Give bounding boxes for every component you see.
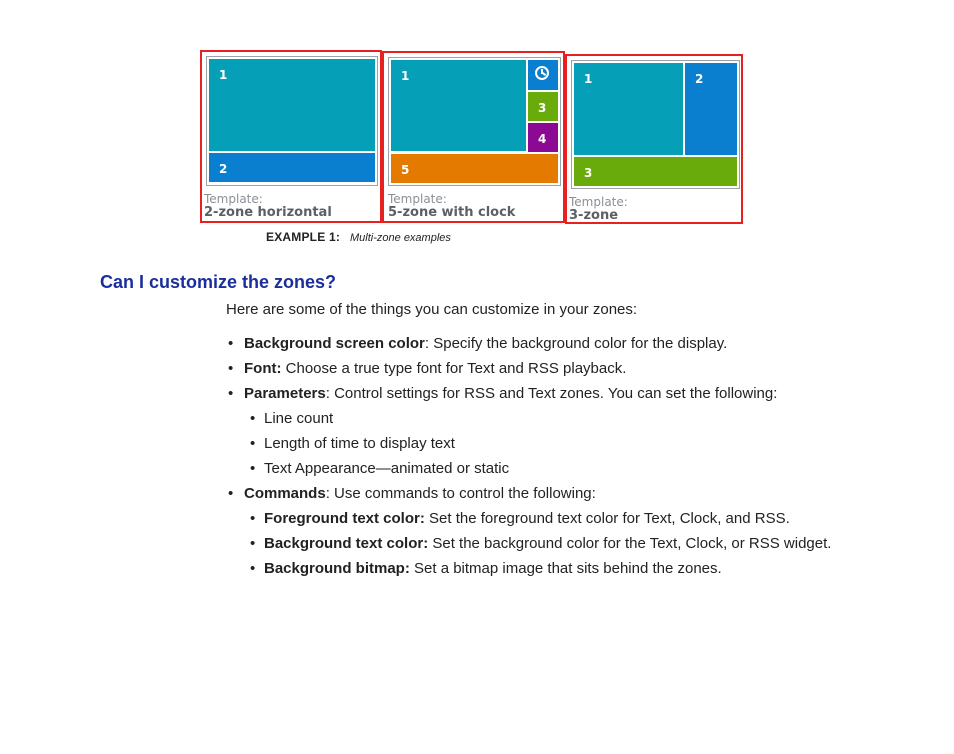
template-label: Template: (204, 192, 263, 206)
zone-3: 3 (527, 91, 559, 122)
item-term: Foreground text color: (264, 510, 425, 527)
template-5-zone-with-clock (382, 51, 565, 223)
template-name: 3-zone (569, 208, 619, 223)
zone-3: 3 (573, 156, 738, 187)
item-text: Set the background color for the Text, Clock, or RSS widget. (428, 535, 832, 552)
customization-list (226, 331, 831, 581)
zone-clock (527, 59, 559, 91)
item-text: Set the foreground text color for Text, Clock, and RSS. (424, 510, 790, 527)
item-term: Parameters (244, 385, 326, 402)
template-preview (571, 60, 740, 189)
template-caption (388, 193, 515, 220)
item-text: Text Appearance—animated or static (264, 460, 510, 477)
list-item (226, 381, 831, 481)
template-name: 5-zone with clock (388, 205, 516, 220)
zone-4: 4 (527, 122, 559, 153)
item-term: Background bitmap: (264, 560, 410, 577)
clock-icon (535, 66, 549, 80)
sub-list-item (244, 406, 831, 431)
template-3-zone (565, 54, 743, 224)
item-text: : Use commands to control the following: (325, 485, 596, 502)
sub-list-item (244, 456, 831, 481)
item-text: Length of time to display text (264, 435, 455, 452)
template-label: Template: (569, 195, 628, 209)
item-text: Line count (264, 410, 334, 427)
sub-list-item (244, 556, 831, 581)
list-item (226, 481, 831, 581)
template-name: 2-zone horizontal (204, 205, 332, 220)
template-preview (388, 57, 561, 186)
zone-5: 5 (390, 153, 559, 184)
sub-list (244, 406, 831, 481)
caption-text: Multi-zone examples (350, 232, 451, 244)
template-caption (204, 193, 332, 220)
item-text: : Control settings for RSS and Text zones. You can set the following: (325, 385, 778, 402)
item-text: : Specify the background color for the display. (424, 335, 728, 352)
template-2-zone-horizontal (200, 50, 382, 223)
section-heading: Can I customize the zones? (100, 272, 337, 292)
zone-1: 1 (573, 62, 684, 156)
item-term: Background text color: (264, 535, 429, 552)
zone-2: 2 (208, 152, 376, 183)
sub-list (244, 506, 831, 581)
sub-list-item (244, 531, 831, 556)
template-label: Template: (388, 192, 447, 206)
zone-1: 1 (208, 58, 376, 152)
sub-list-item (244, 506, 831, 531)
sub-list-item (244, 431, 831, 456)
list-item (226, 331, 831, 356)
template-preview (206, 56, 378, 186)
template-caption (569, 196, 628, 223)
figure-caption (266, 230, 451, 244)
item-term: Background screen color (244, 335, 425, 352)
zone-1: 1 (390, 59, 527, 152)
list-item (226, 356, 831, 381)
item-term: Font: (244, 360, 282, 377)
zone-2: 2 (684, 62, 738, 156)
item-term: Commands (244, 485, 326, 502)
item-text: Choose a true type font for Text and RSS playback. (281, 360, 627, 377)
intro-text: Here are some of the things you can customize in your zones: (226, 301, 638, 318)
item-text: Set a bitmap image that sits behind the zones. (409, 560, 722, 577)
caption-label: EXAMPLE 1: (266, 230, 341, 244)
